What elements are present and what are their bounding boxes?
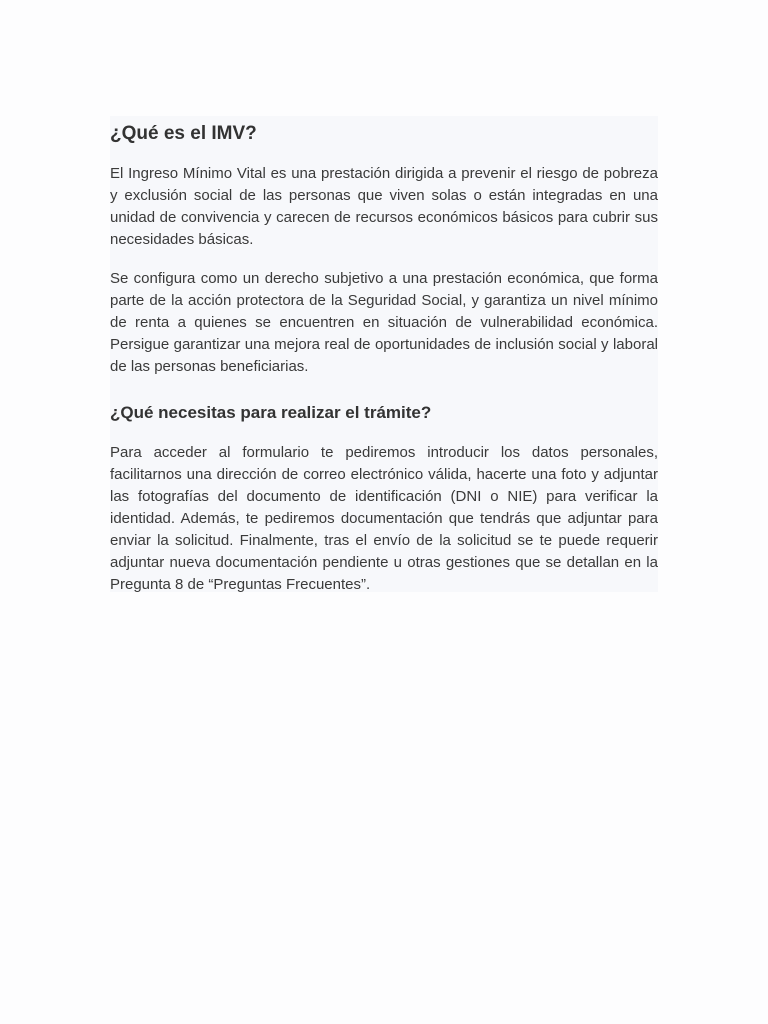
paragraph-requirements: Para acceder al formulario te pediremos introducir los datos personales, facilitarnos una dirección de correo electrónico válida, hacerte una foto y adjuntar las fotografías del documento de identificación (DNI o NIE) para verificar la identidad. Además, te pediremos documentación que tendrás que adjuntar para enviar la solicitud. Finalmente, tras el envío de la solicitud se te puede requerir adjuntar nueva documentación pendiente u otras gestiones que se detallan en la Pregunta 8 de “Preguntas Frecuentes”. xyxy=(110,444,658,593)
info-content-block xyxy=(110,116,658,592)
paragraph-imv-right-description: Se configura como un derecho subjetivo a una prestación económica, que forma parte de la acción protectora de la Seguridad Social, y garantiza un nivel mínimo de renta a quienes se encuentren en situación de vulnerabilidad económica. Persigue garantizar una mejora real de oportunidades de inclusión social y laboral de las personas beneficiarias. xyxy=(110,270,658,375)
paragraph-imv-definition: El Ingreso Mínimo Vital es una prestación dirigida a prevenir el riesgo de pobreza y exclusión social de las personas que viven solas o están integradas en una unidad de convivencia y carecen de recursos económicos básicos para cubrir sus necesidades básicas. xyxy=(110,165,658,248)
section-heading-requirements: ¿Qué necesitas para realizar el trámite? xyxy=(110,403,432,422)
section-heading-what-is-imv: ¿Qué es el IMV? xyxy=(110,123,257,144)
